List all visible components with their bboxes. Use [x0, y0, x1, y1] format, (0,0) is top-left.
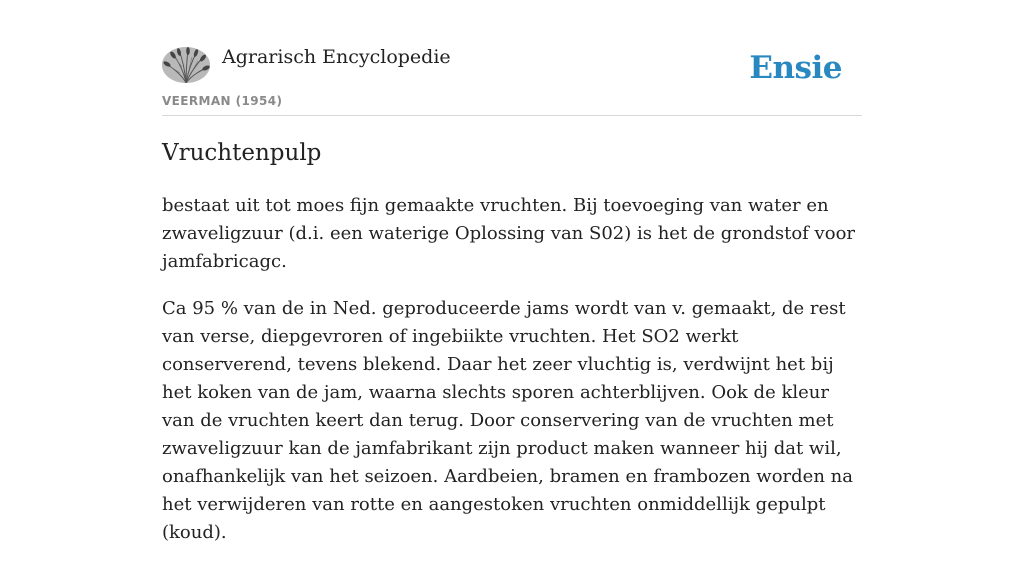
- article-paragraph: Ca 95 % van de in Ned. geproduceerde jams wordt van v. gemaakt, de rest van verse, diepgevroren of ingebiikte vruchten. Het SO2 werkt conserverend, tevens blekend. Daar het zeer vluchtig is, verdwijnt het bij het koken van de jam, waarna slechts sporen achterblijven. Ook de kleur van de vruchten keert dan terug. Door conservering van de vruchten met zwaveligzuur kan de jamfabrikant zijn product maken wanneer hij dat wil, onafhankelijk van het seizoen. Aardbeien, bramen en frambozen worden na het verwijderen van rotte en aangestoken vruchten onmiddellijk gepulpt (koud).: [162, 298, 853, 543]
- encyclopedia-title[interactable]: Agrarisch Encyclopedie: [222, 46, 451, 68]
- page: [162, 0, 862, 543]
- header: [162, 0, 862, 116]
- article-paragraph: bestaat uit tot moes fijn gemaakte vruchten. Bij toevoeging van water en zwaveligzuur (d.i. een waterige Oplossing van S02) is het de grondstof voor jamfabricagc.: [162, 195, 856, 272]
- article-body: [162, 192, 862, 566]
- grain-sheaf-icon[interactable]: [162, 47, 210, 83]
- page-title: Vruchtenpulp: [162, 140, 322, 166]
- brand-logo[interactable]: Ensie: [749, 50, 842, 86]
- source-label: VEERMAN (1954): [162, 94, 283, 108]
